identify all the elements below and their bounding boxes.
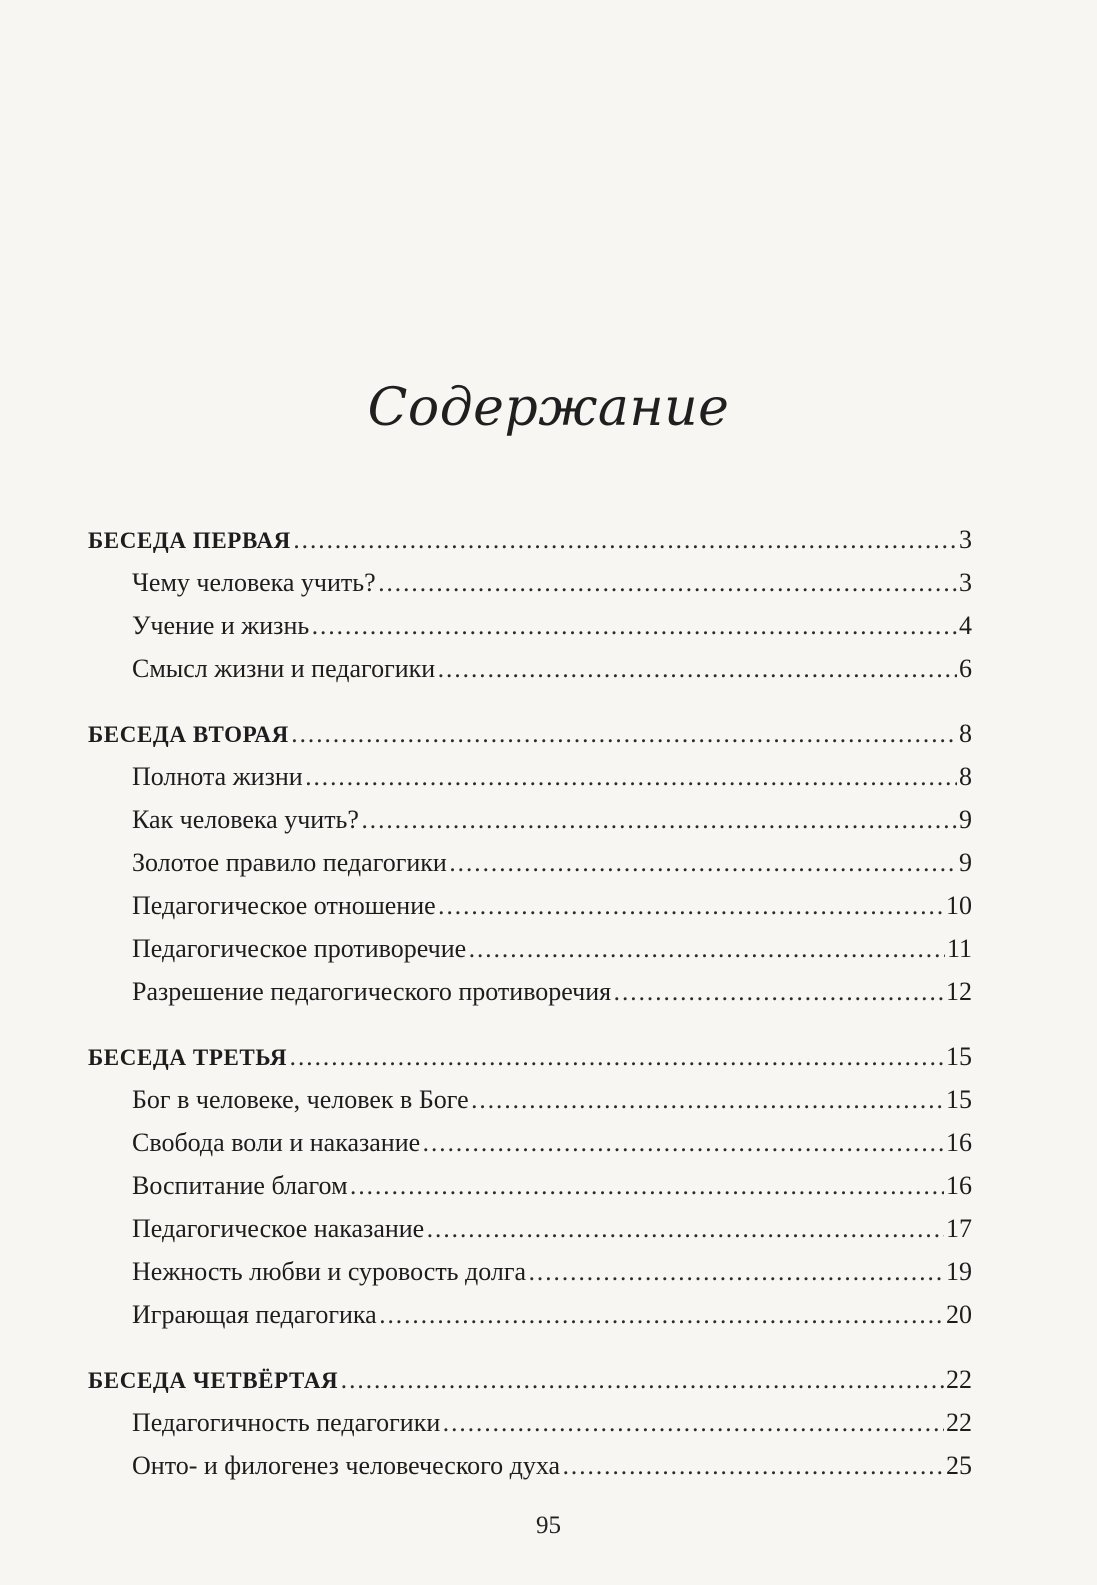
toc-entry-label: Смысл жизни и педагогики bbox=[132, 654, 436, 683]
dot-leader bbox=[528, 1252, 944, 1295]
toc-page-number: 10 bbox=[946, 891, 972, 920]
dot-leader bbox=[471, 1080, 944, 1123]
toc-page-number: 22 bbox=[946, 1365, 972, 1394]
toc-entry[interactable] bbox=[88, 841, 972, 884]
page-number-footer: 95 bbox=[536, 1512, 561, 1539]
toc-entry-label: Педагогичность педагогики bbox=[132, 1408, 441, 1437]
toc-page-number: 9 bbox=[959, 848, 972, 877]
toc-heading[interactable] bbox=[88, 1358, 972, 1401]
toc-entry-label: Нежность любви и суровость долга bbox=[132, 1257, 527, 1286]
toc-entry[interactable] bbox=[88, 1121, 972, 1164]
toc-entry[interactable] bbox=[88, 1207, 972, 1250]
dot-leader bbox=[305, 757, 957, 800]
toc-entry[interactable] bbox=[88, 884, 972, 927]
toc-page-number: 22 bbox=[946, 1408, 972, 1437]
toc-section-4 bbox=[88, 1358, 972, 1487]
toc-entry-label: Педагогическое отношение bbox=[132, 891, 436, 920]
toc-entry[interactable] bbox=[88, 1401, 972, 1444]
toc-entry[interactable] bbox=[88, 1250, 972, 1293]
dot-leader bbox=[438, 886, 944, 929]
dot-leader bbox=[437, 649, 957, 692]
toc-page-number: 11 bbox=[946, 934, 972, 963]
toc-entry-label: Полнота жизни bbox=[132, 762, 303, 791]
toc-heading-label: БЕСЕДА ТРЕТЬЯ bbox=[88, 1045, 288, 1070]
toc-entry-label: Бог в человеке, человек в Боге bbox=[132, 1085, 469, 1114]
toc-entry[interactable] bbox=[88, 604, 972, 647]
toc-heading[interactable] bbox=[88, 1035, 972, 1078]
toc-heading-label: БЕСЕДА ПЕРВАЯ bbox=[88, 528, 291, 553]
toc-page-number: 12 bbox=[946, 977, 972, 1006]
dot-leader bbox=[311, 606, 957, 649]
toc-entry[interactable] bbox=[88, 970, 972, 1013]
page-title: Содержание bbox=[367, 378, 730, 438]
toc-entry[interactable] bbox=[88, 798, 972, 841]
dot-leader bbox=[613, 972, 944, 1015]
toc-section-2 bbox=[88, 712, 972, 1013]
toc-entry-label: Онто- и филогенез человеческого духа bbox=[132, 1451, 561, 1480]
toc-page-number: 15 bbox=[946, 1042, 972, 1071]
toc-section-1 bbox=[88, 518, 972, 690]
toc-heading-label: БЕСЕДА ВТОРАЯ bbox=[88, 722, 289, 747]
dot-leader bbox=[468, 929, 945, 972]
toc-entry-label: Чему человека учить? bbox=[132, 568, 376, 597]
toc-page-number: 3 bbox=[959, 525, 972, 554]
toc-page-number: 9 bbox=[959, 805, 972, 834]
toc-entry-label: Золотое правило педагогики bbox=[132, 848, 447, 877]
table-of-contents bbox=[88, 518, 972, 1487]
dot-leader bbox=[562, 1446, 944, 1489]
toc-entry[interactable] bbox=[88, 561, 972, 604]
toc-entry-label: Воспитание благом bbox=[132, 1171, 348, 1200]
toc-entry[interactable] bbox=[88, 927, 972, 970]
dot-leader bbox=[293, 520, 957, 563]
toc-entry[interactable] bbox=[88, 1078, 972, 1121]
toc-page-number: 16 bbox=[946, 1171, 972, 1200]
toc-entry-label: Разрешение педагогического противоречия bbox=[132, 977, 612, 1006]
toc-entry[interactable] bbox=[88, 647, 972, 690]
toc-page-number: 8 bbox=[959, 719, 972, 748]
toc-page-number: 17 bbox=[946, 1214, 972, 1243]
toc-page-number: 4 bbox=[959, 611, 972, 640]
dot-leader bbox=[426, 1209, 944, 1252]
toc-heading[interactable] bbox=[88, 712, 972, 755]
dot-leader bbox=[422, 1123, 944, 1166]
dot-leader bbox=[378, 563, 957, 606]
toc-heading[interactable] bbox=[88, 518, 972, 561]
toc-page-number: 3 bbox=[959, 568, 972, 597]
dot-leader bbox=[442, 1403, 944, 1446]
toc-page-number: 25 bbox=[946, 1451, 972, 1480]
toc-page-number: 19 bbox=[946, 1257, 972, 1286]
toc-entry[interactable] bbox=[88, 1444, 972, 1487]
toc-entry-label: Педагогическое наказание bbox=[132, 1214, 425, 1243]
dot-leader bbox=[289, 1037, 944, 1080]
toc-entry[interactable] bbox=[88, 755, 972, 798]
dot-leader bbox=[340, 1360, 944, 1403]
dot-leader bbox=[350, 1166, 944, 1209]
toc-entry-label: Педагогическое противоречие bbox=[132, 934, 467, 963]
toc-section-3 bbox=[88, 1035, 972, 1336]
toc-page-number: 8 bbox=[959, 762, 972, 791]
dot-leader bbox=[379, 1295, 944, 1338]
toc-entry-label: Играющая педагогика bbox=[132, 1300, 377, 1329]
toc-entry-label: Свобода воли и наказание bbox=[132, 1128, 421, 1157]
dot-leader bbox=[361, 800, 957, 843]
toc-entry[interactable] bbox=[88, 1164, 972, 1207]
dot-leader bbox=[449, 843, 957, 886]
toc-heading-label: БЕСЕДА ЧЕТВЁРТАЯ bbox=[88, 1368, 339, 1393]
toc-page-number: 6 bbox=[959, 654, 972, 683]
toc-page-number: 15 bbox=[946, 1085, 972, 1114]
dot-leader bbox=[291, 714, 957, 757]
toc-page-number: 16 bbox=[946, 1128, 972, 1157]
toc-page-number: 20 bbox=[946, 1300, 972, 1329]
toc-entry-label: Учение и жизнь bbox=[132, 611, 310, 640]
toc-entry-label: Как человека учить? bbox=[132, 805, 359, 834]
toc-entry[interactable] bbox=[88, 1293, 972, 1336]
